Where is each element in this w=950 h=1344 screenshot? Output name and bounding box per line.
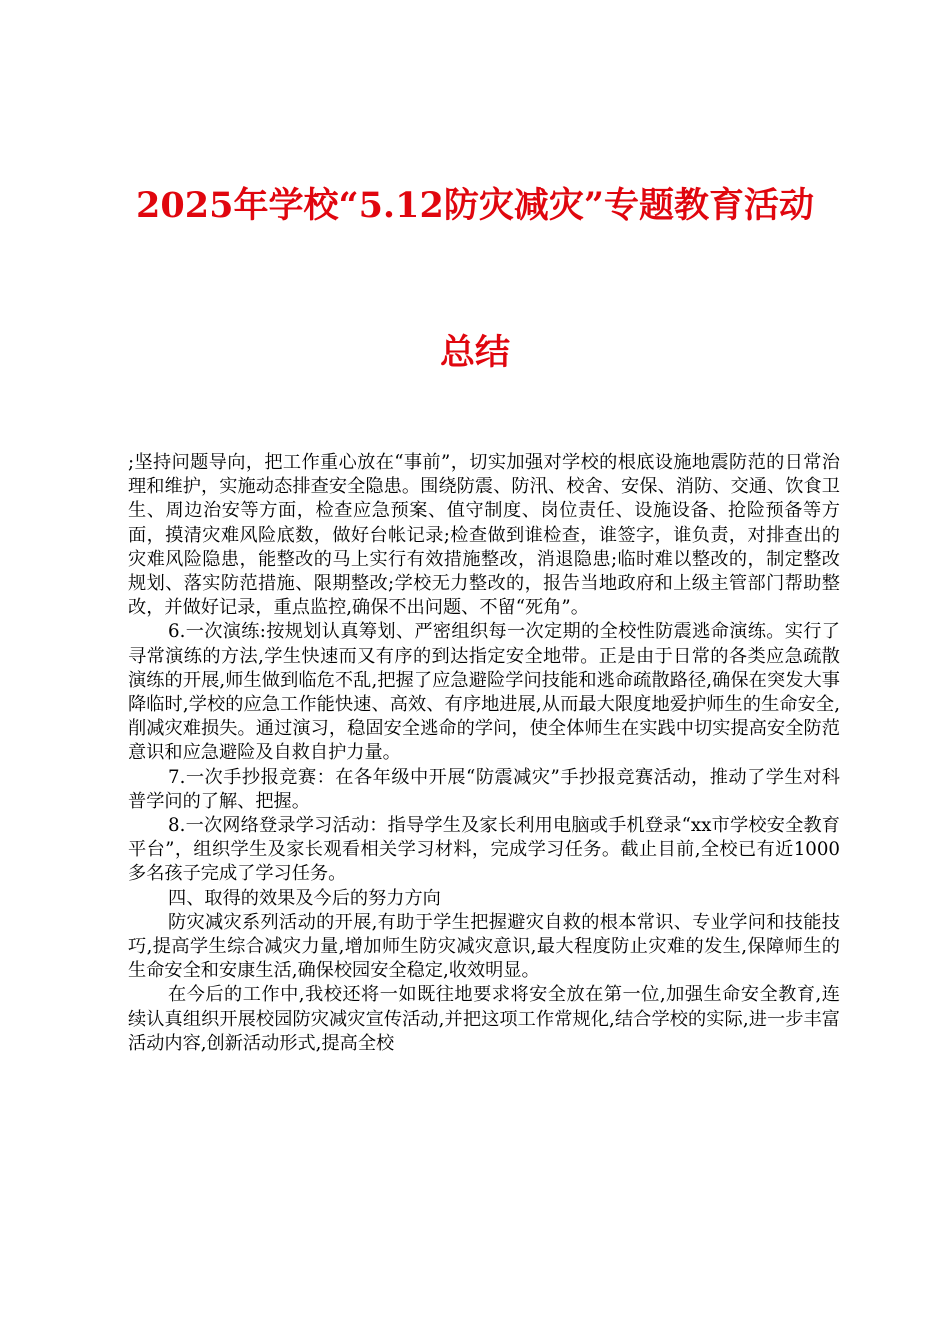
paragraph-handwritten-newspaper-contest: 7.一次手抄报竞赛：在各年级中开展“防震减灾”手抄报竞赛活动，推动了学生对科普学问的了解、把握。: [128, 766, 840, 812]
paragraph-online-learning: 8.一次网络登录学习活动：指导学生及家长利用电脑或手机登录“xx市学校安全教育平台”，组织学生及家长观看相关学习材料，完成学习任务。截止目前,全校已有近1000多名孩子完成了学习任务。: [128, 815, 840, 885]
paragraph-future-work: 在今后的工作中,我校还将一如既往地要求将安全放在第一位,加强生命安全教育,连续认真组织开展校园防灾减灾宣传活动,并把这项工作常规化,结合学校的实际,进一步丰富活动内容,创新活动形式,提高全校: [128, 984, 840, 1054]
paragraph-evacuation-drill: 6.一次演练:按规划认真筹划、严密组织每一次定期的全校性防震逃命演练。实行了寻常演练的方法,学生快速而又有序的到达指定安全地带。正是由于日常的各类应急疏散演练的开展,师生做到临危不乱,把握了应急避险学问技能和逃命疏散路径,确保在突发大事降临时,学校的应急工作能快速、高效、有序地进展,从而最大限度地爱护师生的生命安全,削减灾难损失。通过演习，稳固安全逃命的学问，使全体师生在实践中切实提高安全防范意识和应急避险及自救自护力量。: [128, 621, 840, 764]
document-title-line-2: 总结: [439, 332, 510, 373]
paragraph-hazard-inspection: ;坚持问题导向，把工作重心放在“事前”，切实加强对学校的根底设施地震防范的日常治理和维护，实施动态排查安全隐患。围绕防震、防汛、校舍、安保、消防、交通、饮食卫生、周边治安等方面，检查应急预案、值守制度、岗位责任、设施设备、抢险预备等方面，摸清灾难风险底数，做好台帐记录;检查做到谁检查，谁签字，谁负责，对排查出的灾难风险隐患，能整改的马上实行有效措施整改，消退隐患;临时难以整改的，制定整改规划、落实防范措施、限期整改;学校无力整改的，报告当地政府和上级主管部门帮助整改，并做好记录，重点监控,确保不出问题、不留“死角”。: [128, 452, 840, 619]
document-title-line-1: 2025年学校“5.12防灾减灾”专题教育活动: [136, 185, 814, 226]
paragraph-results: 防灾减灾系列活动的开展,有助于学生把握避灾自救的根本常识、专业学问和技能技巧,提高学生综合减灾力量,增加师生防灾减灾意识,最大程度防止灾难的发生,保障师生的生命安全和安康生活,确保校园安全稳定,收效明显。: [128, 911, 840, 982]
section-heading-results: 四、取得的效果及今后的努力方向: [168, 887, 441, 909]
document-body: [128, 451, 840, 1056]
